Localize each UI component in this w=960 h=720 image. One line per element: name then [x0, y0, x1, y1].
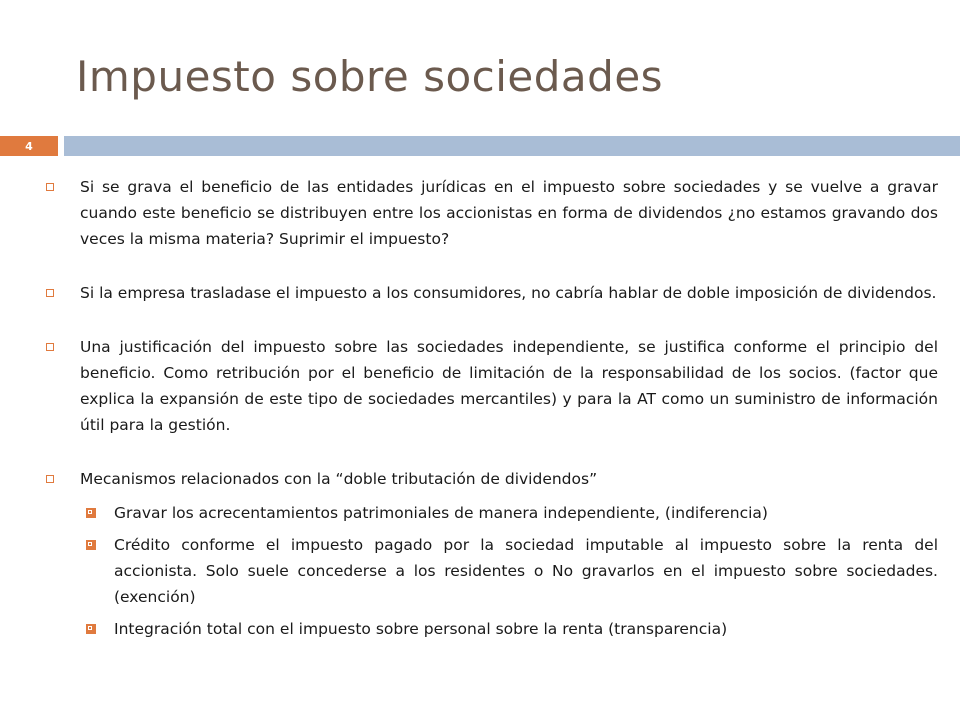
sub-bullet-text: Crédito conforme el impuesto pagado por la sociedad imputable al impuesto sobre la renta del accionista. Solo suele concederse a los residentes o No gravarlos en el impuesto sobre sociedades.(exención) [114, 536, 938, 606]
bullet-text: Si se grava el beneficio de las entidades jurídicas en el impuesto sobre sociedades y se vuelve a gravar cuando este beneficio se distribuyen entre los accionistas en forma de dividendos ¿no estamos gravando dos veces la misma materia? Suprimir el impuesto? [80, 178, 938, 248]
square-bullet-icon [46, 475, 54, 483]
filled-square-bullet-icon [86, 624, 96, 634]
slide-title: Impuesto sobre sociedades [76, 52, 664, 101]
sub-bullet-item [46, 500, 938, 526]
square-bullet-icon [46, 183, 54, 191]
square-bullet-icon [46, 289, 54, 297]
bullet-text: Mecanismos relacionados con la “doble tributación de dividendos” [80, 470, 598, 488]
bullet-item [46, 334, 938, 438]
slide-number: 4 [0, 136, 58, 156]
sub-bullet-text: Gravar los acrecentamientos patrimoniales de manera independiente, (indiferencia) [114, 504, 768, 522]
bullet-item [46, 466, 938, 492]
sub-bullet-item [46, 532, 938, 610]
square-bullet-icon [46, 343, 54, 351]
bullet-text: Si la empresa trasladase el impuesto a los consumidores, no cabría hablar de doble imposición de dividendos. [80, 284, 937, 302]
filled-square-bullet-icon [86, 508, 96, 518]
slide-content [46, 174, 938, 648]
sub-bullet-item [46, 616, 938, 642]
bullet-item [46, 174, 938, 252]
bullet-item [46, 280, 938, 306]
filled-square-bullet-icon [86, 540, 96, 550]
sub-bullet-text: Integración total con el impuesto sobre personal sobre la renta (transparencia) [114, 620, 728, 638]
bullet-text: Una justificación del impuesto sobre las sociedades independiente, se justifica conforme el principio del beneficio. Como retribución por el beneficio de limitación de la responsabilidad de los socios. (factor que explica la expansión de este tipo de sociedades mercantiles) y para la AT como un suministro de información útil para la gestión. [80, 338, 938, 434]
header-bar [64, 136, 960, 156]
